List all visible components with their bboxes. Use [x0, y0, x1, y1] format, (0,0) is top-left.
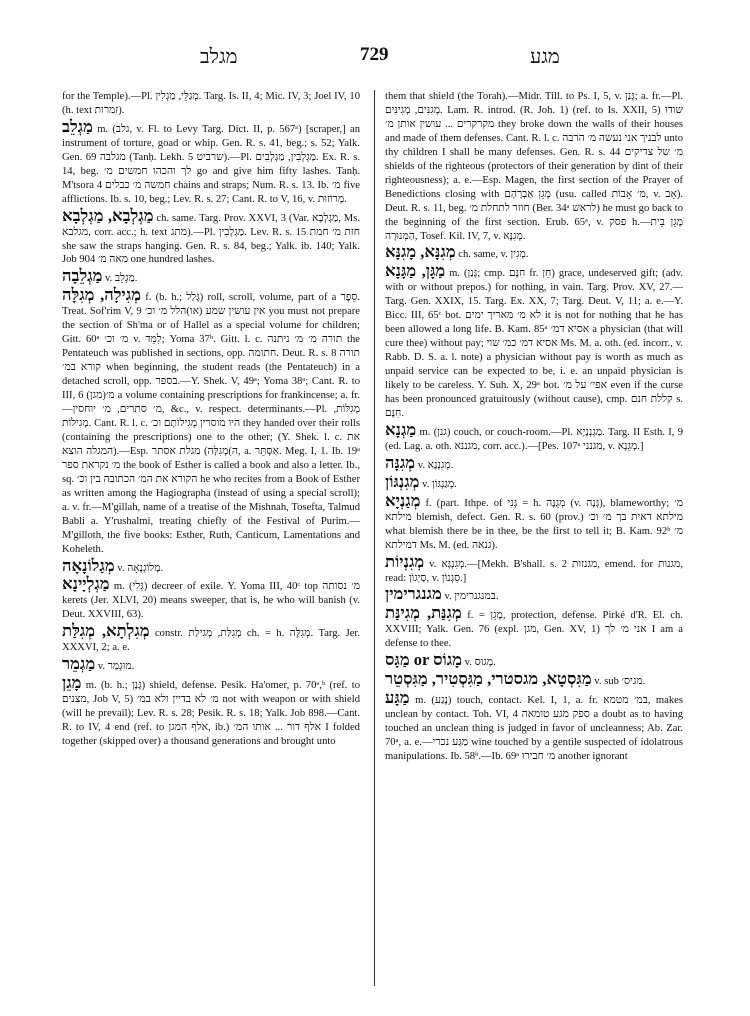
- header-right-word: מגע: [530, 46, 560, 68]
- entry-text: v. sub מגיס׳.: [594, 676, 646, 688]
- entry-headword: מַגָּן, מַגָּנָא: [385, 261, 446, 281]
- entry-headword: מַגְלְיָינָא: [62, 574, 110, 594]
- entry-headword: מְגִנָּא, מָגִנָּא: [385, 242, 456, 262]
- dictionary-entry: [62, 555, 360, 576]
- column-divider: [374, 90, 375, 986]
- dictionary-entry: [62, 205, 360, 268]
- dictionary-entry: [385, 452, 683, 473]
- dictionary-entry: [385, 605, 683, 651]
- entry-headword: מַגָּע: [385, 688, 410, 708]
- entry-text: v. מְגִנְגָּא.—[Mekh. B'shall. s. 2 מגנזות, emend. for מגנות, read: סַיְגוֹן, v. סִגְנוֹן.]: [385, 558, 683, 584]
- dictionary-entry: [385, 419, 683, 454]
- entry-text: ch. same, v. מְגִין.: [458, 249, 529, 261]
- header-left-word: מגלב: [200, 46, 238, 68]
- entry-text: f. = מָגֵן, protection, defense. Pirké d'R. El. ch. XXVIII; Yalk. Gen. 76 (expl. מגן, Gen. XV, 1) אני מ׳ לך I am a defense to thee.: [385, 610, 683, 650]
- dictionary-entry: [385, 586, 683, 604]
- entry-headword: מְגִילָה, מְגִלָּה: [62, 285, 141, 305]
- entry-headword: מָגֵן: [62, 673, 82, 693]
- entry-headword: מַגְמֵר: [62, 654, 96, 674]
- entry-text: constr. מְגִלַּת, מְגִילַת ch. = h. מְגִלָּה. Targ. Jer. XXXVI, 2; a. e.: [62, 628, 360, 654]
- entry-headword: מְגִנָּה: [385, 452, 416, 472]
- entry-text: v. מְגִנְנָא.: [417, 459, 454, 471]
- dictionary-entry: [62, 90, 360, 118]
- entry-headword: מְגִנְיוֹת: [385, 551, 425, 571]
- entry-headword: מְגִלְתָא, מְגִלַּת: [62, 621, 150, 641]
- dictionary-entry: [385, 551, 683, 586]
- right-column: [385, 90, 683, 996]
- left-column: [62, 90, 360, 996]
- entry-headword: מַגְנָא: [385, 419, 417, 439]
- entry-headword: מַגְלֵבָה: [62, 266, 103, 286]
- dictionary-entry: [385, 652, 683, 670]
- entry-headword: מְגִנַּת, מְגִינַּת: [385, 603, 462, 623]
- dictionary-entry: [62, 287, 360, 556]
- entry-headword: מְגַנְיָא: [385, 490, 421, 510]
- dictionary-entry: [385, 244, 683, 262]
- dictionary-entry: [62, 675, 360, 749]
- dictionary-entry: [62, 268, 360, 286]
- dictionary-entry: [62, 116, 360, 207]
- entry-text: m. (b. h.; גָּנַן) shield, defense. Pesik. Ha'omer, p. 70ᵃ,ᵇ (ref. to מצנים, Job V, 5) מ׳ לא בדיין ולא במ׳ not with weapon or with shield (will he prevail); Lev. R. s. 28; Pesik. R. s. 18; Yalk. Job 898.—Cant. R. to IV, 4 end (ref. to אלף המגן, ib.) אלף דור ... אותו המ׳ I folded together (skipped over) a thousand generations and brought unto: [62, 680, 360, 747]
- dictionary-entry: [385, 690, 683, 764]
- entry-text: v. מְלוֹגְנָאָה.: [117, 562, 164, 574]
- entry-text: v. מְגַנְגּוֹן.: [422, 478, 457, 490]
- entry-headword: מגנגרימין: [385, 584, 442, 604]
- entry-headword: מַגִּסְטָא, מגסטרי, מַגִּסְטִיר, מַגִּסְטֵר: [385, 669, 592, 689]
- entry-text: m. (גְּלִי) decreer of exile. Y. Yoma III, 40ᶜ top מ׳ נסותה kerets (Jer. XLVI, 20) means sweeper, that is, he who will banish (v. Deut. XXVIII, 63).: [62, 581, 360, 621]
- dictionary-entry: [62, 576, 360, 622]
- entry-text: f. (b. h.; גָּלַל) roll, scroll, volume, part of a סֵפֶר. Treat. Sof'rim V, 9 אין עושין שמע (או)הלל מ׳ וכ׳ you must not prepare the section of Sh'ma or of Hallel as a special volume for children; Gitt. 60ᵃ מ׳ וכ׳ v. לִמֵּד; Yoma 37ᵇ. Gitt. l. c. תורה מ׳ מ׳ ניתנה the Pentateuch was published in sections, opp. חתומה. Deut. R. s. 8 תורה קורא במ׳ when beginning, the student reads (the Pentateuch) in a detached scroll, opp. בספר.—Y. Shek. V, 49ᵃ; Yoma 38ᵃ; Cant. R. to III, 6 מ׳(מגן) a volume containing prescriptions for frankincense; a. fr.—מ׳ סתרים, מ׳ יוחסין, &c., v. respect. determinants.—Pl. מְגִלּוֹת, מְגִילוֹת. Cant. R. l. c. היו מוסרין מְגִילוֹתָם וכ׳ they handed over their rolls (containing the prescriptions) one to the other; (Y. Shek. l. c. את המגלה הוצא).—Esp. ה)מְגִלָּה) מגלת אסתר, a. אַסְתֵּר. Meg. I, 1. Ib. 19ᵃ מ׳ נקראת ספר the book of Esther is called a book and also a letter. Ib., sq. הקורא את המ׳ הכתובה בין וכ׳ he who recites from a Book of Esther as written among the Hagiographa (instead of using a special scroll); a. v. fr.—M'gillah, name of a treatise of the Mishnah, Tosefta, Talmud Babli a. Y'rushalmi, treating chiefly of the Festival of Purim.—M'gilloth, the five books: Esther, Ruth, Canticum, Lamentations and Koheleth.: [62, 292, 360, 555]
- entry-headword: מַגְלֵב: [62, 116, 93, 136]
- entry-text: v. מְגוּס.: [464, 657, 496, 669]
- entry-text: ch. same. Targ. Prov. XXVI, 3 (Var. מַגְלְבָא, Ms. מגלבא, corr. acc.; h. text מתג).—Pl. מַגְלְבִין. Lev. R. s. 15 חזת מ׳ חמת she saw the straps hanging. Gen. R. s. 84, beg.; Yalk. ib. 140; Yalk. Job 904 מאה מ׳ one hundred lashes.: [62, 212, 360, 266]
- page-number: 729: [360, 44, 389, 65]
- entry-headword: מַגְלְבָא, מַגְלְבָא: [62, 205, 154, 225]
- entry-headword: מְגַלוֹנָאָה: [62, 555, 115, 575]
- entry-text: for the Temple).—Pl. מְגַלֵּי, מַגְלִין. Targ. Is. II, 4; Mic. IV, 3; Joel IV, 10 (h. text זמרות).: [62, 91, 360, 116]
- entry-text: m. (גנן) couch, or couch-room.—Pl. מַגְנְנָיָא. Targ. II Esth. I, 9 (ed. Lag. a. oth. מגננא, corr. acc.).—[Pes. 107ᵃ מגנני, v. מְגֵנָא.]: [385, 426, 683, 452]
- entry-headword: מְגִנְגּוֹן: [385, 471, 420, 491]
- dictionary-entry: [385, 90, 683, 243]
- page-header: [60, 42, 690, 72]
- dictionary-entry: [385, 490, 683, 553]
- entry-text: f. (part. Ithpe. of גְּנִי = h. מְגֻנֶּה (v. גְּנָה), blameworthy; מ׳ מילתא blemish, defect. Gen. R. s. 60 (prov.) מילתא דאית בך מ׳ וכ׳ what blemish there be in thee, be the first to tell it; B. Kam. 92ᵇ מ׳ דמילתא Ms. M. (ed. גנאה).: [385, 497, 683, 551]
- dictionary-entry: [62, 623, 360, 655]
- entry-headword: מַגָּס or מָגוֹס: [385, 650, 462, 670]
- dictionary-entry: [385, 671, 683, 689]
- entry-text: v. מַגְלֵב.: [105, 273, 138, 285]
- entry-text: m. (גלב, v. Fl. to Levy Targ. Dict. II, p. 567ᵃ) [scraper,] an instrument of torture, goad or whip. Gen. R. s. 41, beg.; s. 52; Yalk. Gen. 69 מגלבה (Tanḥ. Lekh. 5 שרביט).—Pl. מַגְלְבִין, מַגְלְבִים. Ex. R. s. 14, beg. לך והכהו חמשים מ׳ go and give him fifty lashes. Tanḥ. M'tsora 4 חמשה מ׳ כבלים chains and straps; Num. R. s. 13. Ib. מ׳ five afflictions. Ib. s. 10, beg.; Lev. R. s. 27; Cant. R. to V, 16, v. מְרוֹזוּת.: [62, 123, 360, 205]
- dictionary-entry: [385, 263, 683, 420]
- dictionary-entry: [385, 471, 683, 492]
- entry-text: v. במנגנרימין.: [444, 591, 499, 603]
- entry-text: them that shield (the Torah).—Midr. Till. to Ps. I, 5, v. גָּנַן; a. fr.—Pl. מְגִנִּים, מְגִינִּים. Lam. R. introd. (R. Joh. 1) (ref. to Is. XXII, 5) שודו מקרקרים ... עושין אותן מ׳ they broke down the walls of their houses and made of them defenses. Cant. R. l. c. לבניך אני נעשה מ׳ הרבה unto thy children I shall be many defenses. Gen. R. s. 44 מ׳ של צדיקים shields of the righteous (protectors of their generation by dint of their righteousness); a. e.—Esp. Magen, the first section of the Prayer of Benedictions closing with מָגֵן אַבְרָהָם (usu. called מ׳ אָבוֹת, v. אָב). Deut. R. s. 11, beg. חוזר לתחלת מ׳ (Ber. 34ᵃ לראש) he must go back to the beginning of the first section. Erub. 65ᵃ, v. פסק h.—מָגֵן בֵּית הַמְּנוּרָה, Tosef. Kil. IV, 7, v. מְגִנָּא.: [385, 91, 683, 242]
- entry-text: v. מוּגְמַר.: [97, 661, 135, 673]
- dictionary-entry: [62, 656, 360, 674]
- entry-text: m. (נָגַע) touch, contact. Kel. I, 1, a. fr. במ׳ מטמא, makes unclean by contact. Toh. VI, 4 ספק מגע טומאה a doubt as to having touched an unclean thing is judged in favor of uncleanness; Ab. Zar. 70ᵃ, a. e.—מַגַּע נכרי wine touched by a gentile suspected of idolatrous manipulations. Ib. 58ᵇ.—Ib. 69ᵃ מ׳ חבירו another ignorant: [385, 695, 683, 762]
- entry-text: m. (גָּנַן; cmp. חִנָּם fr. חֵן) grace, undeserved gift; (adv. with or without prepos.) for nothing, in vain. Targ. Prov. XV, 27.—Targ. Gen. XXIX, 15. Targ. Ex. XX, 7; Targ. Deut. V, 11; a. e.—Y. Bicc. III, 65ᶜ bot. לא מ׳ מאריך ימים it is not for nothing that he has been allowed a long life. B. Kam. 85ᵃ אסיא דמ׳ a physician (that will cure thee) without pay; אסיא דמ׳ כמ׳ שוי Ms. M. a. oth. (ed. incorr., v. Rabb. D. S. a. l. note) a physician without pay is worth as much as unpaid service can be expected to be, i. e. an unpaid physician is likely to be careless. Y. Suh. X, 29ᵃ bot. אפי׳ על מ׳ even if the curse has been pronounced gratuitously (without cause), cmp. קללת חנם s. חִנָּם.: [385, 268, 683, 419]
